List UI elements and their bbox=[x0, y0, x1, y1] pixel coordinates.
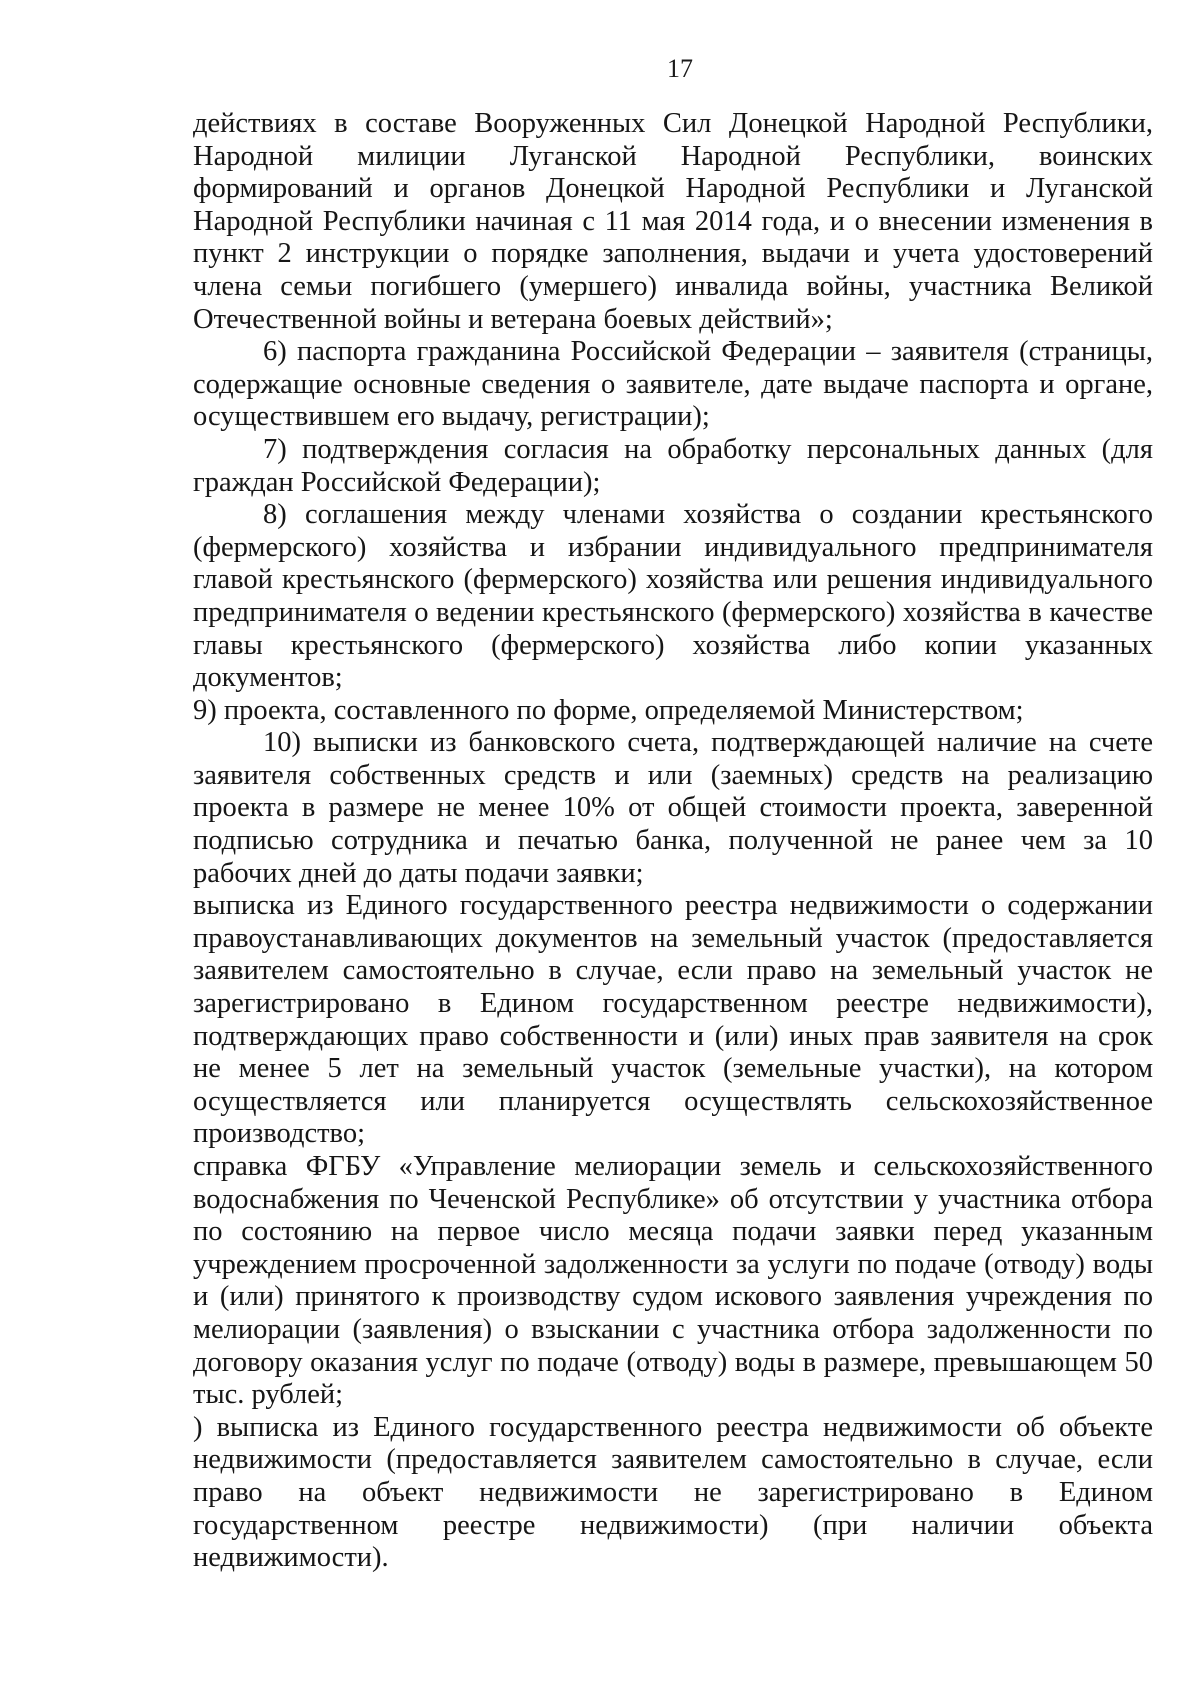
paragraph-item-10: 10) выписки из банковского счета, подтверждающей наличие на счете заявителя собственных средств и или (заемных) средств на реализацию проекта в размере не менее 10% от общей стоимости проекта, заверенной подписью сотрудника и печатью банка, полученной не ранее чем за 10 рабочих дней до даты подачи заявки; bbox=[193, 727, 1153, 889]
document-body bbox=[193, 108, 1153, 1575]
paragraph-item-8: 8) соглашения между членами хозяйства о создании крестьянского (фермерского) хозяйства и избрании индивидуального предпринимателя главой крестьянского (фермерского) хозяйства или решения индивидуального предпринимателя о ведении крестьянского (фермерского) хозяйства в качестве главы крестьянского (фермерского) хозяйства либо копии указанных документов; bbox=[193, 499, 1153, 694]
paragraph-property-extract: ) выписка из Единого государственного реестра недвижимости об объекте недвижимости (предоставляется заявителем самостоятельно в случае, если право на объект недвижимости не зарегистрировано в Едином государственном реестре недвижимости) (при наличии объекта недвижимости). bbox=[193, 1411, 1153, 1574]
paragraph-item-6: 6) паспорта гражданина Российской Федерации – заявителя (страницы, содержащие основные сведения о заявителе, дате выдаче паспорта и органе, осуществившем его выдачу, регистрации); bbox=[193, 336, 1153, 433]
paragraph-land-extract: выписка из Единого государственного реестра недвижимости о содержании правоустанавливающих документов на земельный участок (предоставляется заявителем самостоятельно в случае, если право на земельный участок не зарегистрировано в Едином государственном реестре недвижимости), подтверждающих право собственности и (или) иных прав заявителя на срок не менее 5 лет на земельный участок (земельные участки), на котором осуществляется или планируется осуществлять сельскохозяйственное производство; bbox=[193, 890, 1153, 1150]
page-number: 17 bbox=[667, 54, 693, 83]
paragraph-continuation: действиях в составе Вооруженных Сил Донецкой Народной Республики, Народной милиции Луганской Народной Республики, воинских формирований и органов Донецкой Народной Республики и Луганской Народной Республики начиная с 11 мая 2014 года, и о внесении изменения в пункт 2 инструкции о порядке заполнения, выдачи и учета удостоверений члена семьи погибшего (умершего) инвалида войны, участника Великой Отечественной войны и ветерана боевых действий»; bbox=[193, 108, 1153, 335]
paragraph-item-7: 7) подтверждения согласия на обработку персональных данных (для граждан Российской Федерации); bbox=[193, 433, 1153, 498]
paragraph-reclamation-certificate: справка ФГБУ «Управление мелиорации земель и сельскохозяйственного водоснабжения по Чеченской Республике» об отсутствии у участника отбора по состоянию на первое число месяца подачи заявки перед указанным учреждением просроченной задолженности за услуги по подаче (отводу) воды и (или) принятого к производству судом искового заявления учреждения по мелиорации (заявления) о взыскании с участника отбора задолженности по договору оказания услуг по подаче (отводу) воды в размере, превышающем 50 тыс. рублей; bbox=[193, 1151, 1153, 1411]
paragraph-item-9: 9) проекта, составленного по форме, определяемой Министерством; bbox=[193, 694, 1024, 726]
